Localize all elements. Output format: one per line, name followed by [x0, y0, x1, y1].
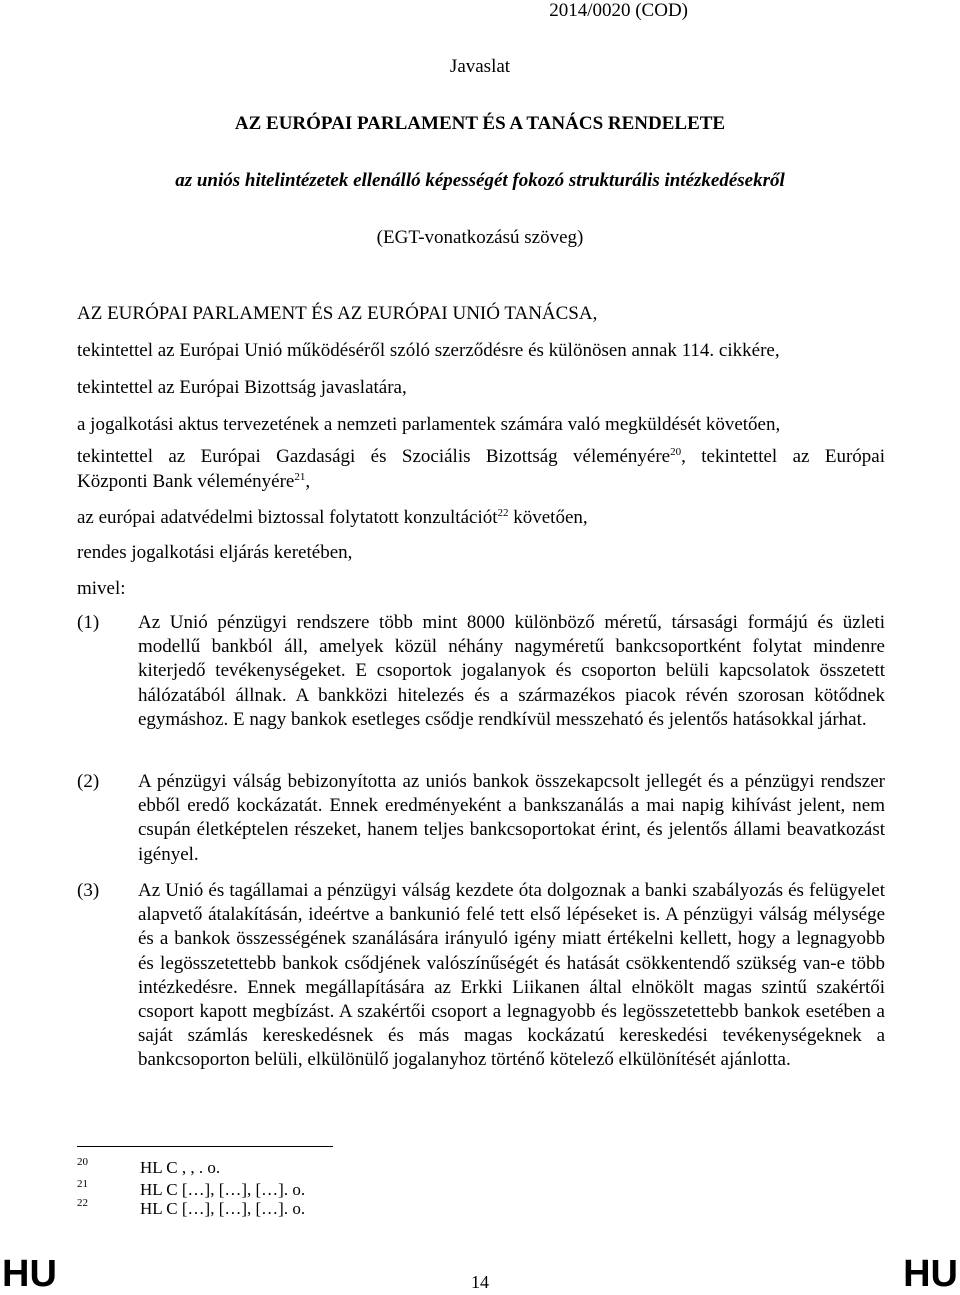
- recital-number: (2): [77, 771, 100, 792]
- citation-procedure: rendes jogalkotási eljárás keretében,: [77, 542, 353, 563]
- citation-edps: [77, 506, 885, 530]
- footnote-ref-21[interactable]: 21: [294, 471, 306, 483]
- citation-ecosoc-text: tekintettel az Európai Gazdasági és Szociális Bizottság véleményére: [77, 446, 671, 467]
- recital-text: Az Unió és tagállamai a pénzügyi válság kezdete óta dolgoznak a banki szabályozás és felügyelet alapvető átalakításán, ideértve a bankunió felé tett első lépéseket is. A pénzügyi válság mélysége és a bankok összességének szanálására irányuló igény miatt értékelni kellett, hogy a legnagyobb és legösszetettebb bankok csődjének valószínűségét és hatását csökkentendő szükség van-e több intézkedésre. Ennek megállapítására az Erkki Liikanen által elnökölt magas szintű szakértői csoport kapott megbízást. A szakértői csoport a legnagyobb és legösszetettebb bankok esetében a saját számlás kereskedésnek és más magas kockázatú kereskedési tevékenységeknek a bankcsoporton belüli, elkülönülő jogalanyhoz történő kötelező elkülönítését ajánlotta.: [138, 880, 885, 1071]
- recital-text: A pénzügyi válság bebizonyította az uniós bankok összekapcsolt jellegét és a pénzügyi rendszer ebből eredő kockázatát. Ennek eredményeként a bankszanálás a mai napig kihívást jelent, nem csupán életképtelen részeket, hanem teljes bankcsoportokat érint, és jelentős állami beavatkozást igényel.: [138, 771, 885, 865]
- recital-text: Az Unió pénzügyi rendszere több mint 8000 különböző méretű, társasági formájú és üzleti modellű bankból áll, amelyek közül néhány nagyméretű bankcsoportként folytat mindenre kiterjedő tevékenységeket. E csoportok jogalanyok és csoporton belüli kapcsolatok összetett hálózatából állnak. A bankközi hitelezés és a származékos piacok révén szorosan kötődnek egymáshoz. E nagy bankok esetleges csődje rendkívül messzeható és jelentős hatásokkal járhat.: [138, 612, 885, 730]
- citation-ecb-line: [77, 470, 885, 494]
- footnote-text: HL C , , . o.: [140, 1158, 221, 1177]
- recital-3: [77, 879, 885, 1073]
- language-code-left: HU: [2, 1253, 57, 1295]
- footnote-ref-22[interactable]: 22: [497, 507, 509, 519]
- citation-ecb-text-start: , tekintettel az Európai: [681, 446, 885, 467]
- footnote-22: [77, 1199, 305, 1219]
- document-reference: 2014/0020 (COD): [549, 0, 688, 21]
- recital-number: (1): [77, 612, 100, 633]
- footnote-text: HL C […], […], […]. o.: [140, 1180, 306, 1199]
- footnote-number: 22: [77, 1197, 88, 1209]
- recital-2: [77, 770, 885, 867]
- citation-ecb-text: Központi Bank véleményére: [77, 471, 295, 492]
- document-subtitle: az uniós hitelintézetek ellenálló képességét fokozó strukturális intézkedésekről: [175, 170, 785, 191]
- footnote-text: HL C […], […], […]. o.: [140, 1199, 306, 1218]
- whereas-label: mivel:: [77, 578, 126, 599]
- citation-opinions: [77, 445, 885, 469]
- footnote-number: 21: [77, 1178, 88, 1190]
- language-code-right: HU: [903, 1253, 958, 1295]
- citation-edps-text: az európai adatvédelmi biztossal folytatott konzultációt: [77, 507, 498, 528]
- footnote-number: 20: [77, 1156, 88, 1168]
- footnote-20: [77, 1158, 220, 1178]
- recital-number: (3): [77, 880, 100, 901]
- page-number: 14: [471, 1272, 489, 1292]
- footnote-separator: [77, 1146, 333, 1147]
- citation-treaty: tekintettel az Európai Unió működéséről szóló szerződésre és különösen annak 114. cikkére,: [77, 340, 780, 361]
- citation-edps-end: követően,: [508, 507, 588, 528]
- recital-1: [77, 611, 885, 732]
- footnote-ref-20[interactable]: 20: [670, 446, 682, 458]
- preamble-authors: AZ EURÓPAI PARLAMENT ÉS AZ EURÓPAI UNIÓ TANÁCSA,: [77, 303, 598, 324]
- citation-ecb-end: ,: [305, 471, 311, 492]
- citation-national-parliaments: a jogalkotási aktus tervezetének a nemzeti parlamentek számára való megküldését követően,: [77, 414, 781, 435]
- proposal-label: Javaslat: [449, 56, 511, 77]
- eea-relevance: (EGT-vonatkozású szöveg): [376, 227, 584, 248]
- document-title: AZ EURÓPAI PARLAMENT ÉS A TANÁCS RENDELETE: [234, 113, 726, 134]
- citation-commission: tekintettel az Európai Bizottság javaslatára,: [77, 377, 407, 398]
- footnote-21: [77, 1180, 305, 1200]
